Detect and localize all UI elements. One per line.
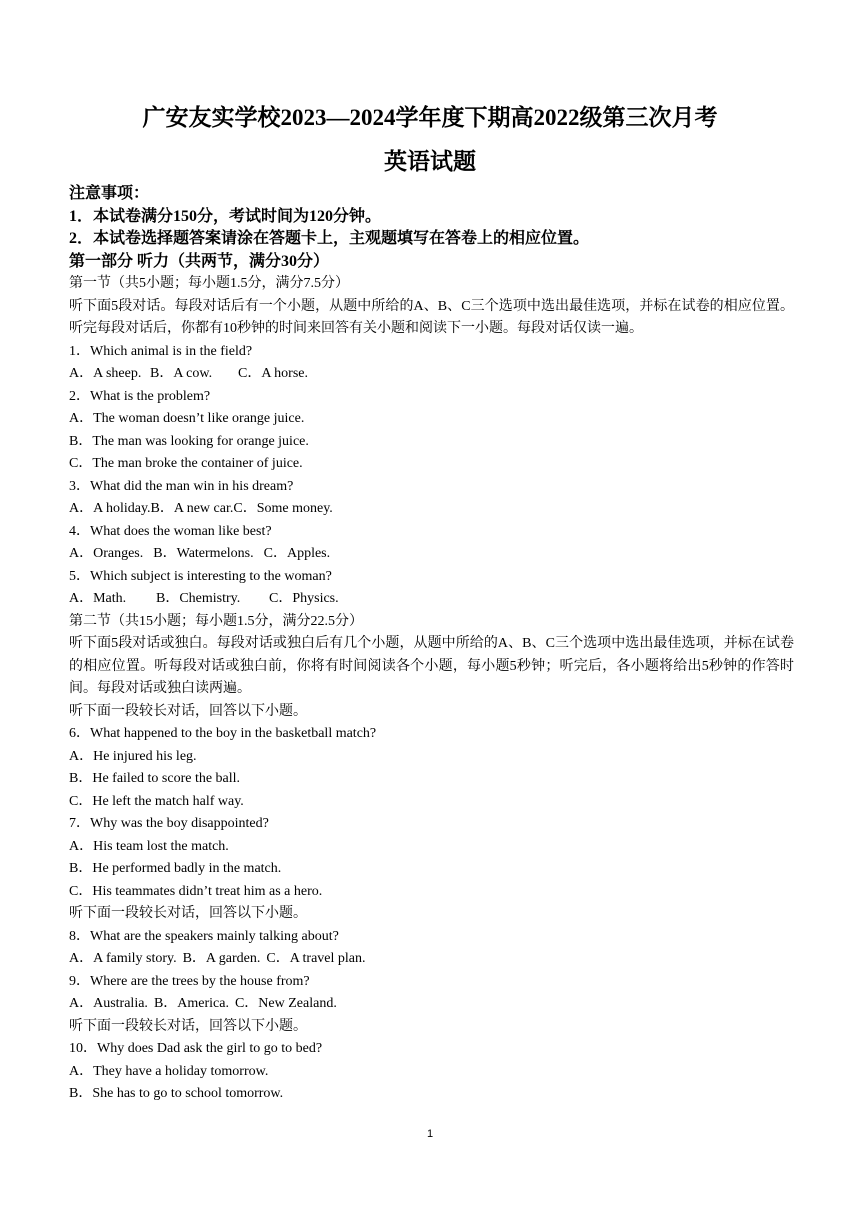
question-8-option-a: A．A family story.	[69, 951, 177, 966]
notice-item-1: 1．本试卷满分150分，考试时间为120分钟。	[69, 207, 382, 225]
notice-item-2: 2．本试卷选择题答案请涂在答题卡上，主观题填写在答卷上的相应位置。	[69, 230, 590, 247]
question-5: 5．Which subject is interesting to the woman?	[69, 568, 332, 584]
long-dialogue-note-3: 听下面一段较长对话，回答以下小题。	[69, 1018, 307, 1034]
question-4-options	[69, 543, 794, 566]
section1-instruction: 听下面5段对话。每段对话后有一个小题，从题中所给的A、B、C三个选项中选出最佳选项，并标在试卷的相应位置。听完每段对话后，你都有10秒钟的时间来回答有关小题和阅读下一小题。每段对话仅读一遍。	[69, 298, 794, 336]
page-number: 1	[426, 1128, 434, 1140]
question-1-option-a: A．A sheep.	[69, 366, 142, 381]
question-1-option-b: B．A cow.	[150, 366, 213, 381]
exam-body	[69, 183, 794, 1106]
question-6: 6．What happened to the boy in the basketball match?	[69, 726, 377, 741]
question-3-option-b: B．A new car.	[150, 501, 234, 516]
question-9-options	[69, 993, 794, 1016]
exam-title: 广安友实学校2023—2024学年度下期高2022级第三次月考	[142, 105, 718, 130]
question-1-options	[69, 363, 794, 386]
question-7-option-a: A．His team lost the match.	[69, 838, 229, 854]
question-4-option-b: B．Watermelons.	[153, 546, 254, 561]
question-9: 9．Where are the trees by the house from?	[69, 973, 310, 989]
question-10-option-b: B．She has to go to school tomorrow.	[69, 1086, 284, 1101]
notice-heading: 注意事项：	[69, 185, 150, 202]
question-3: 3．What did the man win in his dream?	[69, 478, 294, 494]
question-4: 4．What does the woman like best?	[69, 523, 272, 539]
part1-heading: 第一部分 听力（共两节，满分30分）	[69, 252, 330, 270]
question-4-option-c: C．Apples.	[263, 546, 331, 561]
question-2-option-a: A．The woman doesn’t like orange juice.	[69, 411, 305, 426]
section1-heading: 第一节（共5小题；每小题1.5分，满分7.5分）	[69, 276, 349, 291]
long-dialogue-note-1: 听下面一段较长对话，回答以下小题。	[69, 703, 307, 719]
question-2: 2．What is the problem?	[69, 388, 211, 404]
question-7: 7．Why was the boy disappointed?	[69, 816, 269, 831]
question-3-option-a: A．A holiday.	[69, 501, 151, 516]
question-6-option-c: C．He left the match half way.	[69, 793, 244, 809]
question-1: 1．Which animal is in the field?	[69, 343, 253, 359]
question-5-option-a: A．Math.	[69, 591, 127, 606]
question-3-options	[69, 498, 794, 521]
question-2-option-b: B．The man was looking for orange juice.	[69, 433, 309, 449]
question-4-option-a: A．Oranges.	[69, 546, 144, 561]
question-8: 8．What are the speakers mainly talking about?	[69, 928, 339, 944]
question-10-option-a: A．They have a holiday tomorrow.	[69, 1063, 269, 1079]
exam-subtitle: 英语试题	[384, 149, 476, 174]
question-9-option-a: A．Australia.	[69, 996, 148, 1011]
question-5-option-c: C．Physics.	[269, 591, 339, 606]
question-8-option-c: C．A travel plan.	[266, 951, 366, 966]
question-9-option-c: C．New Zealand.	[234, 996, 337, 1011]
question-5-options	[69, 588, 794, 611]
question-1-option-c: C．A horse.	[238, 366, 308, 381]
question-3-option-c: C．Some money.	[233, 501, 333, 516]
question-6-option-b: B．He failed to score the ball.	[69, 771, 241, 786]
question-7-option-c: C．His teammates didn’t treat him as a hero.	[69, 883, 323, 899]
section2-instruction: 听下面5段对话或独白。每段对话或独白后有几个小题，从题中所给的A、B、C三个选项中选出最佳选项，并标在试卷的相应位置。听每段对话或独白前，你将有时间阅读各个小题，每小题5秒钟；听完后，各小题将给出5秒钟的作答时间。每段对话或独白读两遍。	[69, 636, 794, 696]
question-7-option-b: B．He performed badly in the match.	[69, 861, 282, 876]
question-5-option-b: B．Chemistry.	[156, 591, 241, 606]
question-2-option-c: C．The man broke the container of juice.	[69, 456, 303, 471]
long-dialogue-note-2: 听下面一段较长对话，回答以下小题。	[69, 906, 307, 921]
question-10: 10．Why does Dad ask the girl to go to bed?	[69, 1041, 323, 1056]
section2-heading: 第二节（共15小题；每小题1.5分，满分22.5分）	[69, 613, 363, 629]
question-9-option-b: B．America.	[153, 996, 229, 1011]
question-8-option-b: B．A garden.	[182, 951, 261, 966]
question-8-options	[69, 948, 794, 971]
question-6-option-a: A．He injured his leg.	[69, 748, 197, 764]
